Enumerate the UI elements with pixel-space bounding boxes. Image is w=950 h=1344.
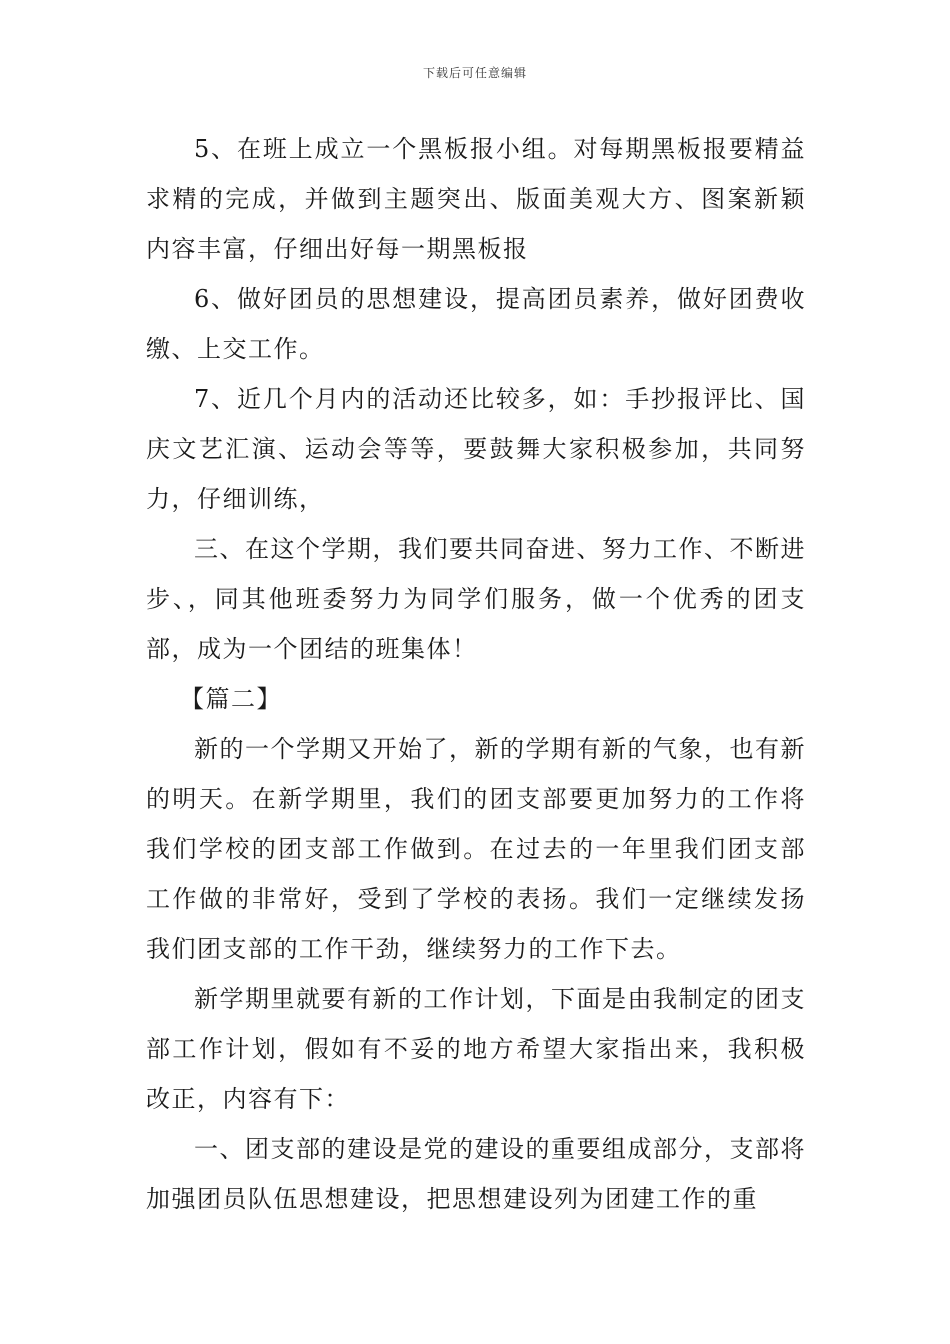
paragraph-section-three: 三、在这个学期，我们要共同奋进、努力工作、不断进步、，同其他班委努力为同学们服务，做一个优秀的团支部，成为一个团结的班集体！	[146, 535, 806, 663]
paragraph-section-one: 一、团支部的建设是党的建设的重要组成部分，支部将加强团员队伍思想建设，把思想建设列为团建工作的重	[146, 1135, 806, 1213]
paragraph-item-6: 6、做好团员的思想建设，提高团员素养，做好团费收缴、上交工作。	[146, 285, 806, 363]
paragraph-plan-intro: 新学期里就要有新的工作计划，下面是由我制定的团支部工作计划，假如有不妥的地方希望大家指出来，我积极改正，内容有下：	[146, 985, 806, 1113]
document-body	[146, 124, 806, 1224]
section-heading-part-two: 【篇二】	[180, 685, 282, 713]
paragraph-item-7: 7、近几个月内的活动还比较多，如：手抄报评比、国庆文艺汇演、运动会等等，要鼓舞大家积极参加，共同努力，仔细训练，	[146, 385, 806, 513]
paragraph-item-5: 5、在班上成立一个黑板报小组。对每期黑板报要精益求精的完成，并做到主题突出、版面美观大方、图案新颖内容丰富，仔细出好每一期黑板报	[146, 135, 806, 263]
page-header: 下载后可任意编辑	[422, 66, 527, 80]
paragraph-intro: 新的一个学期又开始了，新的学期有新的气象，也有新的明天。在新学期里，我们的团支部要更加努力的工作将我们学校的团支部工作做到。在过去的一年里我们团支部工作做的非常好，受到了学校的表扬。我们一定继续发扬我们团支部的工作干劲，继续努力的工作下去。	[146, 735, 806, 963]
